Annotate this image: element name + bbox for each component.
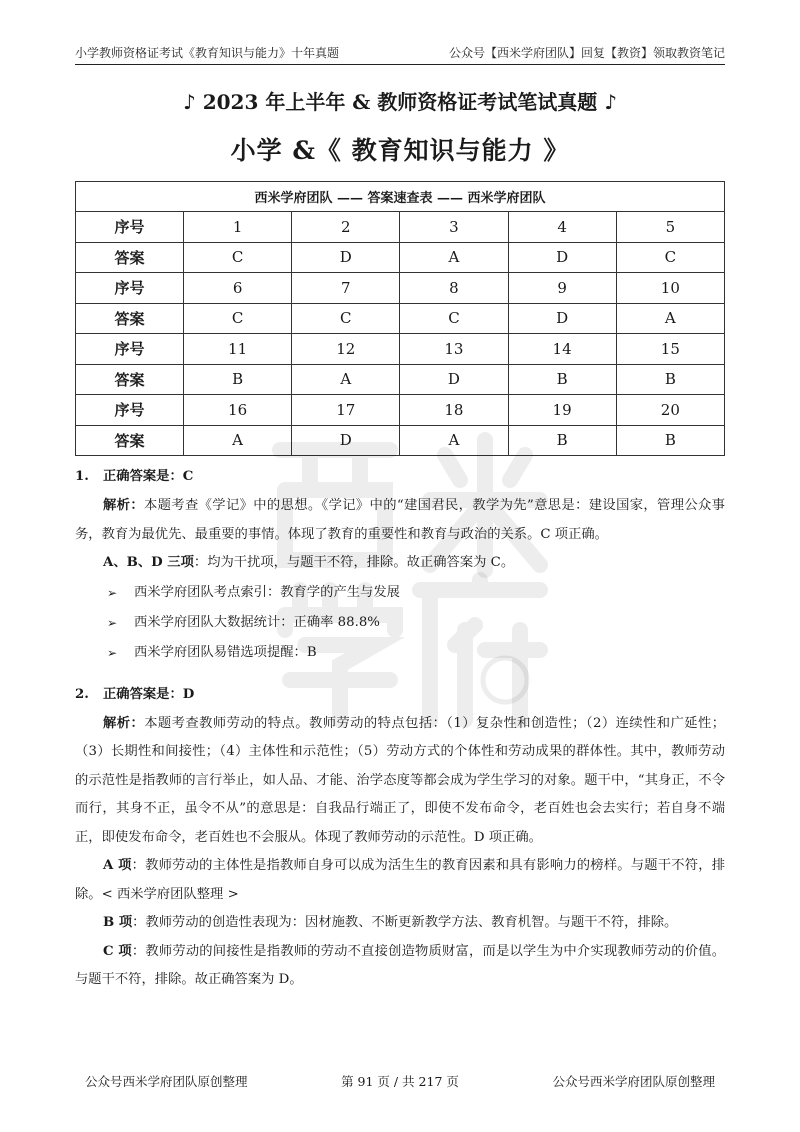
q1-analysis-text: 本题考查《学记》中的思想。《学记》中的“建国君民，教学为先”意思是：建设国家，管理公众事务，教育为最优先、最重要的事情。体现了教育的重要性和教育与政治的关系。C 项正确。 — [75, 498, 725, 542]
q2-option-a — [75, 852, 725, 909]
question-number-cell: 9 — [508, 273, 616, 304]
q1-bullet — [75, 608, 725, 638]
answer-row — [76, 303, 725, 334]
question-number-cell: 4 — [508, 212, 616, 243]
q1-answer: 正确答案是：C — [103, 469, 194, 484]
question-number-cell: 20 — [616, 395, 724, 426]
answer-cell: B — [616, 364, 724, 395]
answer-cell: D — [292, 242, 400, 273]
answer-cell: D — [508, 303, 616, 334]
answer-cell: C — [292, 303, 400, 334]
question-number-cell: 15 — [616, 334, 724, 365]
page-footer — [85, 1072, 715, 1090]
q1-bullet-text: 西米学府团队考点索引：教育学的产生与发展 — [134, 584, 400, 600]
q1-others — [75, 549, 725, 578]
answer-table-caption: 西米学府团队 —— 答案速查表 —— 西米学府团队 — [76, 182, 725, 212]
question-number-cell: 11 — [184, 334, 292, 365]
answer-row-label: 答案 — [76, 303, 184, 334]
q1-bullet-text: 西米学府团队大数据统计：正确率 88.8% — [134, 614, 380, 630]
answer-cell: B — [616, 425, 724, 456]
q1-number: 1. — [75, 469, 89, 484]
num-row-label: 序号 — [76, 273, 184, 304]
page-number: 第 91 页 / 共 217 页 — [341, 1074, 459, 1089]
footer-right-text: 公众号西米学府团队原创整理 — [552, 1074, 715, 1089]
answer-cell: A — [400, 242, 508, 273]
answer-cell: C — [400, 303, 508, 334]
exam-subtitle: 小学 &《 教育知识与能力 》 — [230, 136, 570, 165]
header-right-text: 公众号【西米学府团队】回复【教资】领取教资笔记 — [448, 46, 725, 60]
arrow-bullet-icon: ➢ — [107, 585, 118, 600]
header-left-text: 小学教师资格证考试《教育知识与能力》十年真题 — [75, 46, 340, 60]
question-number-cell: 13 — [400, 334, 508, 365]
answer-cell: A — [184, 425, 292, 456]
answer-cell: B — [184, 364, 292, 395]
explanations — [75, 462, 725, 995]
q2-number: 2. — [75, 686, 89, 702]
question-number-cell: 19 — [508, 395, 616, 426]
q2-option-a-text: ：教师劳动的主体性是指教师自身可以成为活生生的教育因素和具有影响力的榜样。与题干不符，排除。< 西米学府团队整理 > — [75, 858, 726, 902]
q1-others-text: ：均为干扰项，与题干不符，排除。故正确答案为 C。 — [193, 555, 515, 570]
q2-option-b-label: B 项 — [103, 915, 133, 930]
num-row — [76, 395, 725, 426]
answer-cell: A — [400, 425, 508, 456]
answer-row — [76, 425, 725, 456]
question-number-cell: 2 — [292, 212, 400, 243]
num-row — [76, 273, 725, 304]
arrow-bullet-icon: ➢ — [107, 645, 118, 660]
answer-cell: D — [400, 364, 508, 395]
answer-cell: D — [508, 242, 616, 273]
q1-others-label: A、B、D 三项 — [103, 555, 194, 570]
q2-option-b-text: ：教师劳动的创造性表现为：因材施教、不断更新教学方法、教育机智。与题干不符，排除。 — [132, 915, 678, 930]
q1-analysis-label: 解析： — [103, 498, 144, 513]
q1-heading — [75, 462, 725, 492]
answer-cell: A — [616, 303, 724, 334]
answer-row-label: 答案 — [76, 242, 184, 273]
q1-bullet — [75, 578, 725, 608]
q2-analysis-label: 解析： — [103, 715, 145, 731]
q2-option-b — [75, 909, 725, 938]
q1-analysis — [75, 492, 725, 549]
q2-option-c-label: C 项 — [103, 943, 132, 959]
question-number-cell: 1 — [184, 212, 292, 243]
q2-heading — [75, 680, 725, 710]
num-row-label: 序号 — [76, 395, 184, 426]
answer-cell: A — [292, 364, 400, 395]
question-number-cell: 12 — [292, 334, 400, 365]
footer-left-text: 公众号西米学府团队原创整理 — [85, 1074, 248, 1089]
q2-option-c-text: ：教师劳动的间接性是指教师的劳动不直接创造物质财富，而是以学生为中介实现教师劳动的价值。与题干不符，排除。故正确答案为 D。 — [75, 943, 725, 987]
question-number-cell: 14 — [508, 334, 616, 365]
q2-answer: 正确答案是：D — [103, 686, 195, 702]
question-number-cell: 3 — [400, 212, 508, 243]
q2-analysis-text: 本题考查教师劳动的特点。教师劳动的特点包括：（1）复杂性和创造性；（2）连续性和广延性；（3）长期性和间接性；（4）主体性和示范性；（5）劳动方式的个体性和劳动成果的群体性。其中，教师劳动的示范性是指教师的言行举止，如人品、才能、治学态度等都会成为学生学习的对象。题干中，“其身正，不令而行，其身不正，虽令不从”的意思是：自我品行端正了，即使不发布命令，老百姓也会去实行；若自身不端正，即使发布命令，老百姓也不会服从。体现了教师劳动的示范性。D 项正确。 — [75, 715, 726, 845]
question-number-cell: 17 — [292, 395, 400, 426]
q2-analysis — [75, 710, 725, 853]
answer-table — [75, 181, 725, 456]
q1-bullet — [75, 638, 725, 668]
answer-cell: C — [184, 303, 292, 334]
page-header — [75, 44, 725, 61]
num-row-label: 序号 — [76, 212, 184, 243]
question-number-cell: 7 — [292, 273, 400, 304]
answer-cell: D — [292, 425, 400, 456]
question-number-cell: 8 — [400, 273, 508, 304]
answer-row-label: 答案 — [76, 364, 184, 395]
answer-cell: B — [508, 425, 616, 456]
question-number-cell: 18 — [400, 395, 508, 426]
num-row — [76, 334, 725, 365]
question-number-cell: 10 — [616, 273, 724, 304]
answer-cell: C — [184, 242, 292, 273]
answer-row-label: 答案 — [76, 425, 184, 456]
question-number-cell: 16 — [184, 395, 292, 426]
q2-option-c — [75, 938, 725, 995]
exam-title: ♪ 2023 年上半年 & 教师资格证考试笔试真题 ♪ — [182, 90, 618, 114]
arrow-bullet-icon: ➢ — [107, 615, 118, 630]
num-row — [76, 212, 725, 243]
question-number-cell: 6 — [184, 273, 292, 304]
answer-cell: C — [616, 242, 724, 273]
header-rule — [75, 64, 725, 65]
answer-row — [76, 242, 725, 273]
answer-row — [76, 364, 725, 395]
q2-option-a-label: A 项 — [103, 858, 132, 873]
question-number-cell: 5 — [616, 212, 724, 243]
q1-bullet-text: 西米学府团队易错选项提醒：B — [134, 644, 317, 660]
num-row-label: 序号 — [76, 334, 184, 365]
answer-cell: B — [508, 364, 616, 395]
